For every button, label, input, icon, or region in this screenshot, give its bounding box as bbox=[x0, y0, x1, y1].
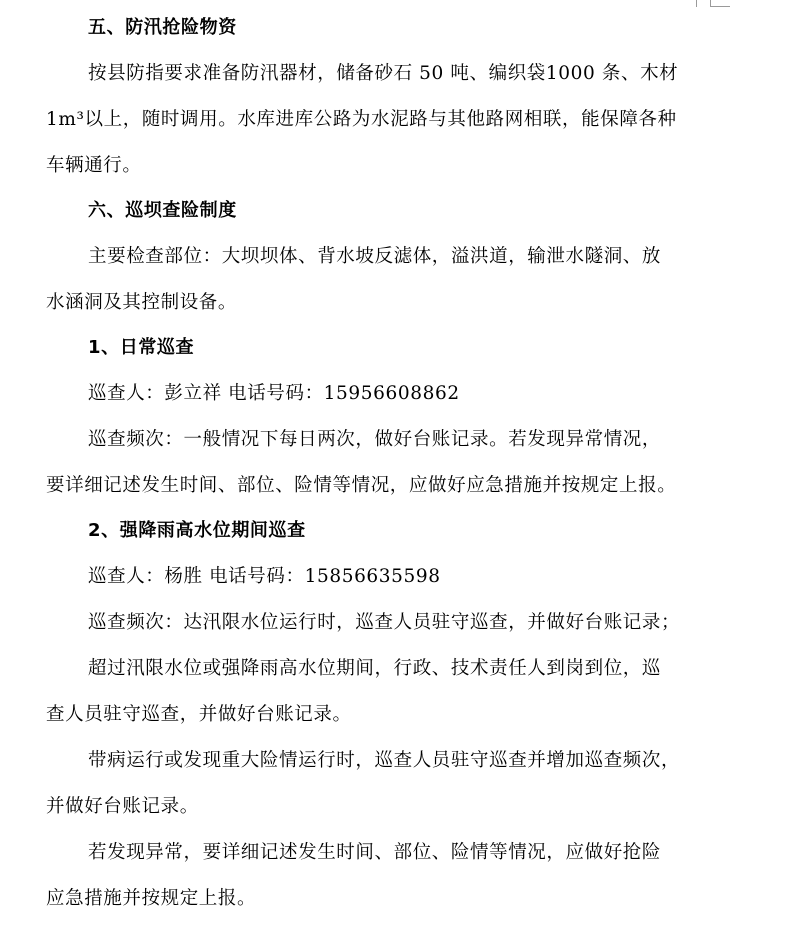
paragraph-line: 巡查人：杨胜 电话号码：15856635598 bbox=[88, 566, 441, 587]
paragraph-line: 要详细记述发生时间、部位、险情等情况，应做好应急措施并按规定上报。 bbox=[46, 475, 677, 496]
paragraph-line: 车辆通行。 bbox=[46, 155, 142, 176]
paragraph-line: 巡查频次：达汛限水位运行时，巡查人员驻守巡查，并做好台账记录； bbox=[88, 612, 681, 633]
subsection-heading: 2、强降雨高水位期间巡查 bbox=[88, 520, 306, 541]
subsection-heading: 1、日常巡查 bbox=[88, 337, 195, 358]
paragraph-line: 按县防指要求准备防汛器材，储备砂石 50 吨、编织袋1000 条、木材 bbox=[88, 63, 679, 84]
margin-corner-mark bbox=[696, 0, 697, 7]
section-heading: 六、巡坝查险制度 bbox=[88, 200, 237, 221]
paragraph-line: 查人员驻守巡查，并做好台账记录。 bbox=[46, 704, 352, 725]
paragraph-line: 超过汛限水位或强降雨高水位期间，行政、技术责任人到岗到位，巡 bbox=[88, 658, 662, 679]
paragraph-line: 若发现异常，要详细记述发生时间、部位、险情等情况，应做好抢险 bbox=[88, 842, 662, 863]
section-heading: 五、防汛抢险物资 bbox=[88, 17, 237, 38]
paragraph-line: 带病运行或发现重大险情运行时，巡查人员驻守巡查并增加巡查频次， bbox=[88, 750, 681, 771]
paragraph-line: 应急措施并按规定上报。 bbox=[46, 888, 257, 909]
paragraph-line: 巡查人：彭立祥 电话号码：15956608862 bbox=[88, 383, 460, 404]
paragraph-line: 并做好台账记录。 bbox=[46, 796, 199, 817]
paragraph-line: 1m³以上，随时调用。水库进库公路为水泥路与其他路网相联，能保障各种 bbox=[46, 109, 677, 130]
margin-corner-mark bbox=[710, 6, 730, 7]
paragraph-line: 主要检查部位：大坝坝体、背水坡反滤体，溢洪道，输泄水隧洞、放 bbox=[88, 246, 662, 267]
paragraph-line: 巡查频次：一般情况下每日两次，做好台账记录。若发现异常情况， bbox=[88, 429, 662, 450]
paragraph-line: 水涵洞及其控制设备。 bbox=[46, 292, 238, 313]
